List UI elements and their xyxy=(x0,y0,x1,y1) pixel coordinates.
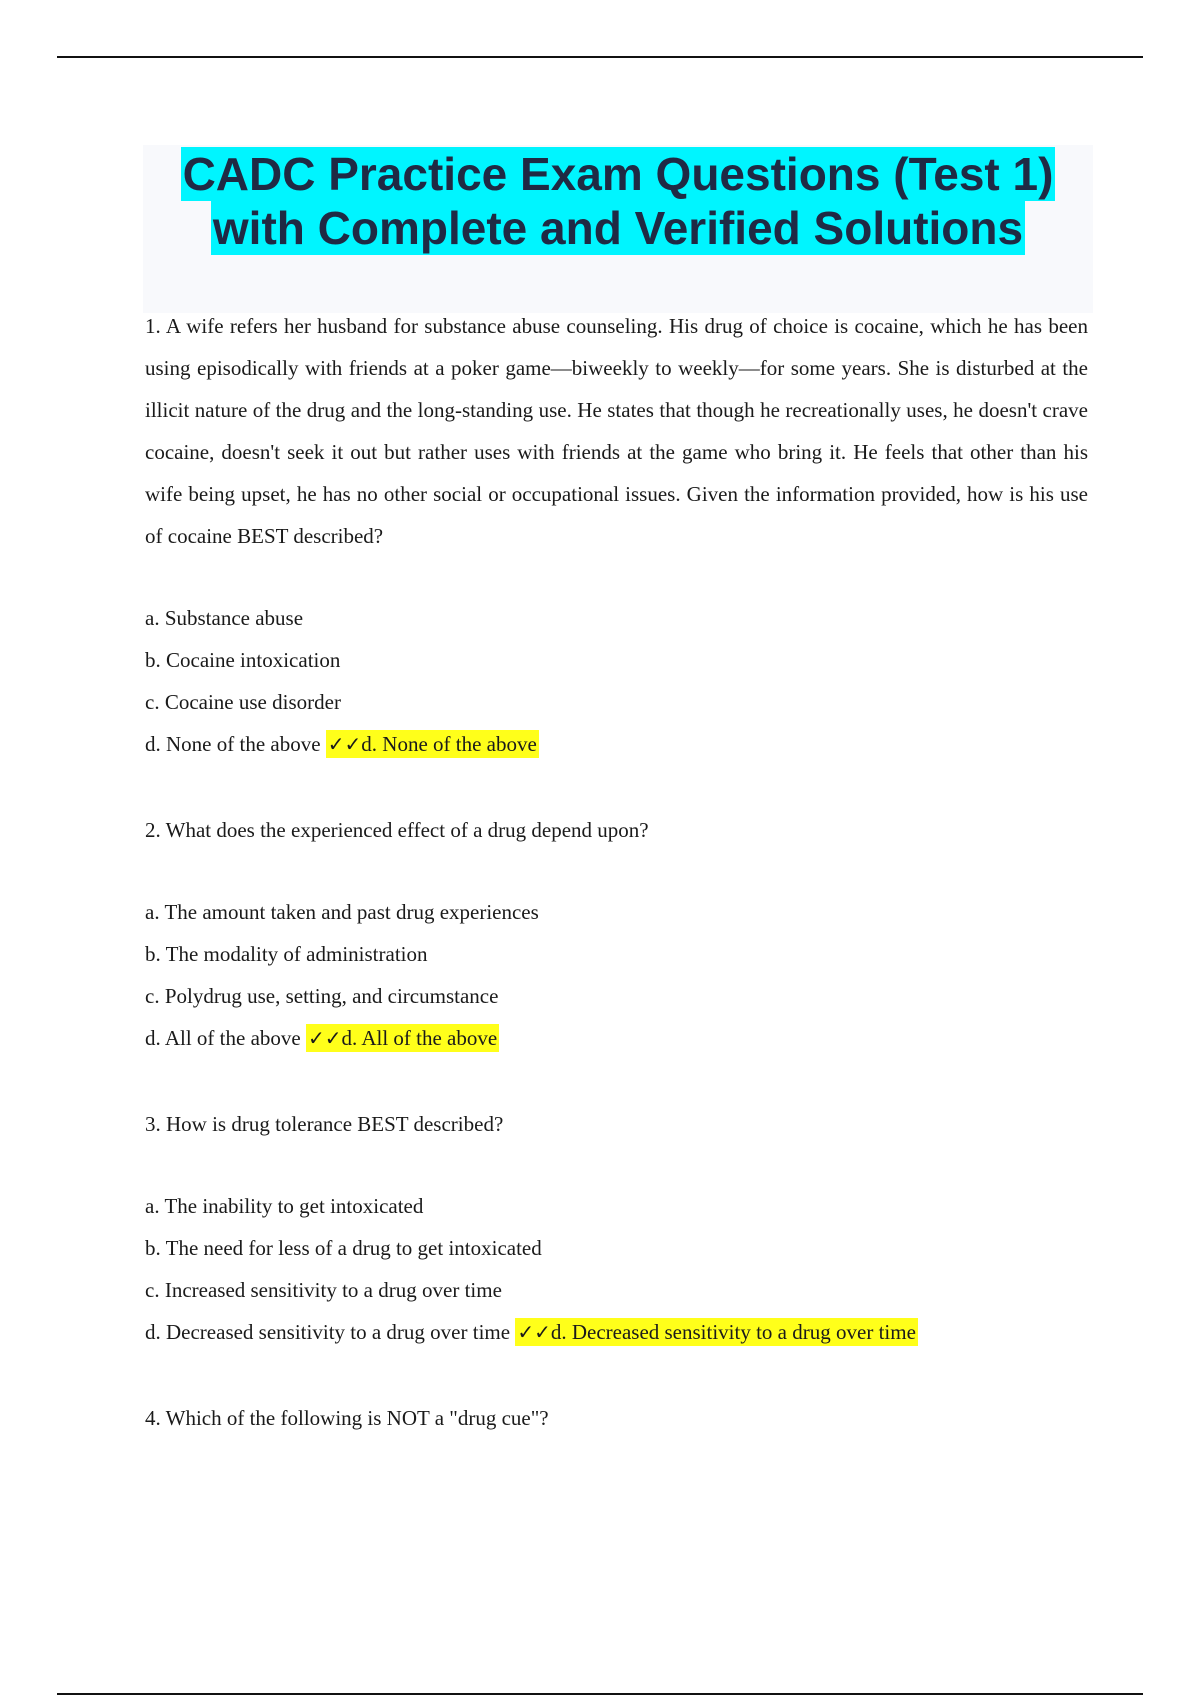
question-list xyxy=(145,305,1088,1439)
question-3-text: 3. How is drug tolerance BEST described? xyxy=(145,1112,504,1136)
title-block xyxy=(143,145,1093,313)
answer-highlight xyxy=(515,1318,918,1346)
question-2-options xyxy=(145,891,1088,1059)
question-4-text: 4. Which of the following is NOT a "drug cue"? xyxy=(145,1406,549,1430)
question-3-options xyxy=(145,1185,1088,1353)
option-d xyxy=(145,1017,1088,1059)
option-c: c. Cocaine use disorder xyxy=(145,690,341,714)
option-d-label: d. Decreased sensitivity to a drug over time xyxy=(145,1320,511,1344)
answer-text: d. All of the above xyxy=(341,1026,498,1050)
bottom-rule xyxy=(57,1693,1143,1695)
option-b: b. The modality of administration xyxy=(145,942,428,966)
top-rule xyxy=(57,56,1143,58)
double-check-icon: ✓✓ xyxy=(517,1320,551,1344)
question-1-options xyxy=(145,597,1088,765)
option-c: c. Polydrug use, setting, and circumstance xyxy=(145,984,499,1008)
answer-highlight xyxy=(306,1024,499,1052)
answer-text: d. None of the above xyxy=(361,732,537,756)
double-check-icon: ✓✓ xyxy=(307,1026,342,1050)
document-title xyxy=(143,145,1093,255)
option-c: c. Increased sensitivity to a drug over time xyxy=(145,1278,502,1302)
option-a: a. The inability to get intoxicated xyxy=(145,1194,424,1218)
option-d-label: d. All of the above xyxy=(145,1026,301,1050)
option-b: b. The need for less of a drug to get intoxicated xyxy=(145,1236,542,1260)
answer-highlight xyxy=(326,730,539,758)
title-line-2: with Complete and Verified Solutions xyxy=(212,202,1024,254)
double-check-icon: ✓✓ xyxy=(327,732,362,756)
question-2-text: 2. What does the experienced effect of a drug depend upon? xyxy=(145,818,649,842)
option-d xyxy=(145,1311,1088,1353)
title-line-1: CADC Practice Exam Questions (Test 1) xyxy=(182,148,1054,200)
answer-text: d. Decreased sensitivity to a drug over time xyxy=(550,1320,916,1344)
option-a: a. Substance abuse xyxy=(145,606,304,630)
option-a: a. The amount taken and past drug experiences xyxy=(145,900,539,924)
option-d xyxy=(145,723,1088,765)
option-d-label: d. None of the above xyxy=(145,732,321,756)
question-1-text: 1. A wife refers her husband for substance abuse counseling. His drug of choice is cocaine, which he has been using episodically with friends at a poker game—biweekly to weekly—for some years. She is disturbed at the illicit nature of the drug and the long-standing use. He states that though he recreationally uses, he doesn't crave cocaine, doesn't seek it out but rather uses with friends at the game who bring it. He feels that other than his wife being upset, he has no other social or occupational issues. Given the information provided, how is his use of cocaine BEST described? xyxy=(145,314,1088,548)
option-b: b. Cocaine intoxication xyxy=(145,648,341,672)
